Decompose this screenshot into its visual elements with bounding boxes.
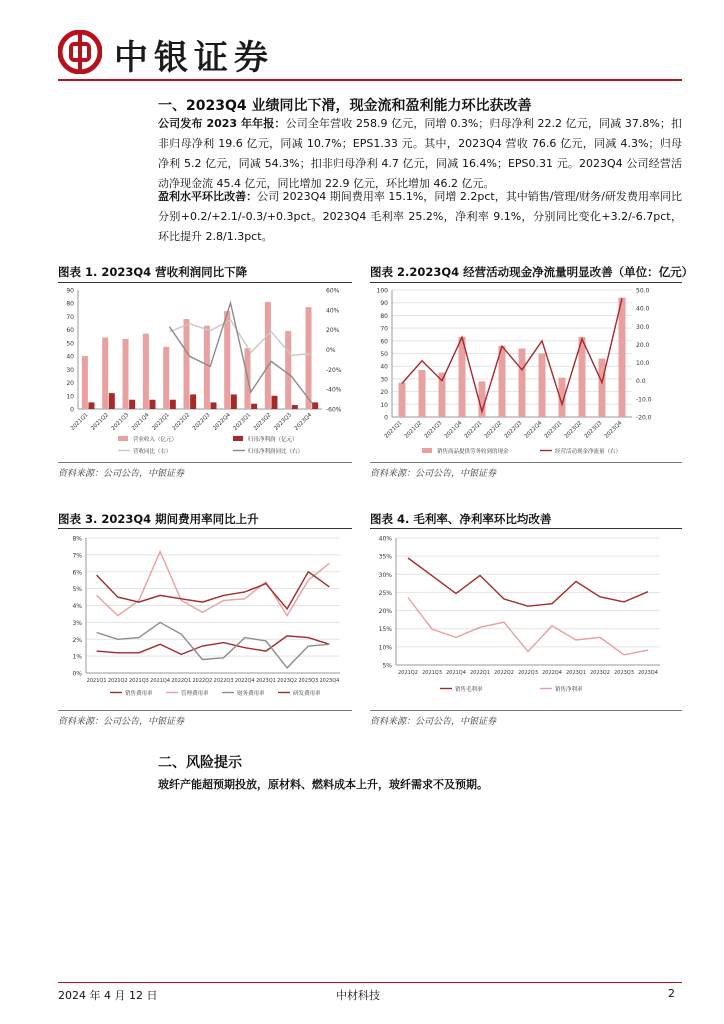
y-tick-label: 20 bbox=[380, 389, 388, 397]
bar bbox=[129, 400, 135, 409]
section2-title: 二、风险提示 bbox=[158, 755, 242, 771]
bar bbox=[285, 331, 291, 409]
x-tick-label: 2021Q1 bbox=[69, 412, 90, 432]
x-tick-label: 2022Q2 bbox=[171, 412, 192, 432]
section1-title: 一、2023Q4 业绩同比下滑，现金流和盈利能力环比获改善 bbox=[158, 98, 532, 114]
y2-tick-label: 0.0 bbox=[636, 378, 646, 386]
x-tick-label: 2021Q3 bbox=[110, 412, 131, 432]
y-tick-label: 1% bbox=[72, 653, 82, 661]
bar bbox=[312, 402, 318, 409]
bar bbox=[82, 356, 88, 409]
x-tick-label: 2021Q3 bbox=[423, 420, 444, 440]
bar bbox=[143, 334, 149, 409]
risk-text: 玻纤产能超预期投放，原材料、燃料成本上升，玻纤需求不及预期。 bbox=[158, 778, 488, 791]
bar bbox=[204, 326, 210, 409]
paragraph-text: 公司全年营收 258.9 亿元，同增 0.3%；归母净利 22.2 亿元，同减 37.8%；扣非归母净利 19.6 亿元，同减 10.7%；EPS1.33 元。其中，2023Q4 营收 76.6 亿元，同减 4.3%；归母净利 5.2 亿元，同减 54.3%；扣非归母净利 4.7 亿元，同减 16.4%；EPS0.31 元。2023Q4 公司经营活动净现金流 45.4 亿元，同比增加 22.9 亿元，环比增加 46.2 亿元。 bbox=[158, 117, 682, 190]
bar bbox=[109, 393, 115, 409]
x-tick-label: 2023Q1 bbox=[232, 412, 253, 432]
x-tick-label: 2023Q4 bbox=[319, 678, 340, 684]
y-tick-label: 20% bbox=[378, 608, 392, 616]
y-tick-label: 10 bbox=[66, 393, 74, 401]
y-tick-label: 10 bbox=[380, 401, 388, 409]
y-tick-label: 40 bbox=[66, 353, 74, 361]
legend-swatch bbox=[118, 436, 128, 441]
footer-date: 2024 年 4 月 12 日 bbox=[58, 989, 158, 1002]
figure3-top-rule bbox=[58, 528, 352, 529]
y-tick-label: 30 bbox=[66, 366, 74, 374]
y-tick-label: 90 bbox=[380, 300, 388, 308]
bar bbox=[163, 347, 169, 409]
y-tick-label: 30 bbox=[380, 376, 388, 384]
x-tick-label: 2021Q4 bbox=[446, 670, 466, 676]
figure2-bottom-rule bbox=[370, 462, 682, 463]
x-tick-label: 2022Q1 bbox=[463, 420, 484, 440]
series-line bbox=[408, 558, 648, 606]
bar bbox=[102, 338, 108, 409]
x-tick-label: 2023Q1 bbox=[543, 420, 564, 440]
y-tick-label: 5% bbox=[72, 586, 82, 594]
x-tick-label: 2023Q2 bbox=[590, 670, 610, 676]
y-tick-label: 3% bbox=[72, 619, 82, 627]
legend-label: 经营活动现金净流量（右） bbox=[555, 449, 622, 455]
y2-tick-label: 50.0 bbox=[636, 287, 650, 295]
x-tick-label: 2021Q4 bbox=[130, 412, 151, 432]
x-tick-label: 2023Q2 bbox=[563, 420, 584, 440]
x-tick-label: 2023Q3 bbox=[298, 678, 319, 684]
y2-tick-label: -40% bbox=[326, 386, 342, 394]
x-tick-label: 2021Q4 bbox=[443, 420, 464, 440]
footer-divider bbox=[58, 982, 682, 983]
y2-tick-label: -20% bbox=[326, 366, 342, 374]
x-tick-label: 2021Q2 bbox=[403, 420, 424, 440]
x-tick-label: 2023Q2 bbox=[252, 412, 273, 432]
y-tick-label: 15% bbox=[378, 626, 392, 634]
header-divider bbox=[58, 79, 682, 81]
y-tick-label: 2% bbox=[72, 636, 82, 644]
legend-label: 销售费用率 bbox=[125, 691, 153, 697]
y2-tick-label: 10.0 bbox=[636, 360, 650, 368]
legend-label: 销售商品提供劳务收到的现金 bbox=[437, 449, 509, 455]
x-tick-label: 2021Q1 bbox=[86, 678, 107, 684]
y-tick-label: 7% bbox=[72, 552, 82, 560]
bar bbox=[224, 311, 230, 409]
y-tick-label: 5% bbox=[382, 662, 392, 670]
figure4-bottom-rule bbox=[370, 710, 682, 711]
bank-logo-icon bbox=[58, 30, 102, 74]
paragraph-profitability bbox=[158, 187, 682, 247]
figure2-source: 资料来源：公司公告，中银证券 bbox=[370, 469, 497, 479]
x-tick-label: 2022Q3 bbox=[503, 420, 524, 440]
legend-swatch bbox=[422, 448, 432, 453]
y-tick-label: 30% bbox=[378, 571, 392, 579]
x-tick-label: 2021Q3 bbox=[128, 678, 149, 684]
x-tick-label: 2022Q4 bbox=[542, 670, 562, 676]
bar bbox=[210, 402, 216, 409]
paragraph-label: 公司发布 2023 年年报： bbox=[158, 117, 286, 130]
bar bbox=[123, 339, 129, 409]
bar bbox=[619, 298, 626, 417]
x-tick-label: 2021Q2 bbox=[107, 678, 128, 684]
x-tick-label: 2022Q3 bbox=[518, 670, 538, 676]
x-tick-label: 2022Q4 bbox=[212, 412, 232, 432]
y-tick-label: 80 bbox=[380, 312, 388, 320]
bar bbox=[184, 319, 190, 409]
legend-label: 营收同比（右） bbox=[133, 449, 172, 455]
y2-tick-label: 40% bbox=[326, 307, 340, 315]
x-tick-label: 2022Q4 bbox=[234, 678, 255, 684]
brand-name: 中银证券 bbox=[114, 38, 274, 78]
bar bbox=[519, 348, 526, 417]
figure1-top-rule bbox=[58, 282, 352, 283]
y-tick-label: 60 bbox=[66, 327, 74, 335]
y-tick-label: 25% bbox=[378, 589, 392, 597]
x-tick-label: 2022Q3 bbox=[213, 678, 234, 684]
y2-tick-label: 20% bbox=[326, 327, 340, 335]
y-tick-label: 10% bbox=[378, 644, 392, 652]
figure1-title: 图表 1. 2023Q4 营收利润同比下降 bbox=[58, 265, 248, 279]
bar bbox=[399, 383, 406, 417]
bar bbox=[292, 405, 298, 409]
y-tick-label: 0% bbox=[72, 670, 82, 678]
bar bbox=[251, 404, 257, 409]
x-tick-label: 2022Q4 bbox=[523, 420, 544, 440]
figure3-bottom-rule bbox=[58, 710, 352, 711]
x-tick-label: 2021Q4 bbox=[150, 678, 171, 684]
chart-margins bbox=[370, 530, 682, 708]
figure1-source: 资料来源：公司公告，中银证券 bbox=[58, 469, 185, 479]
chart-operating-cashflow bbox=[370, 284, 682, 460]
y-tick-label: 0 bbox=[70, 406, 74, 414]
chart-expense-ratios bbox=[58, 530, 352, 708]
x-tick-label: 2023Q1 bbox=[566, 670, 586, 676]
figure3-title: 图表 3. 2023Q4 期间费用率同比上升 bbox=[58, 512, 259, 526]
bar bbox=[419, 370, 426, 417]
x-tick-label: 2023Q4 bbox=[638, 670, 658, 676]
y2-tick-label: -10.0 bbox=[636, 396, 652, 404]
x-tick-label: 2023Q3 bbox=[273, 412, 293, 432]
figure2-top-rule bbox=[370, 282, 682, 283]
y2-tick-label: 30.0 bbox=[636, 323, 650, 331]
bar bbox=[599, 359, 606, 417]
y-tick-label: 80 bbox=[66, 300, 74, 308]
paragraph-annual-report bbox=[158, 114, 682, 194]
bar bbox=[306, 307, 312, 409]
y-tick-label: 4% bbox=[72, 603, 82, 610]
y-tick-label: 6% bbox=[72, 569, 82, 577]
chart-revenue-profit bbox=[58, 284, 352, 460]
bar bbox=[231, 394, 237, 409]
x-tick-label: 2023Q2 bbox=[277, 678, 298, 684]
x-tick-label: 2022Q1 bbox=[151, 412, 171, 432]
x-tick-label: 2022Q2 bbox=[483, 420, 504, 440]
legend-swatch bbox=[233, 436, 243, 441]
bar bbox=[190, 394, 196, 409]
y-tick-label: 20 bbox=[66, 380, 74, 388]
y-tick-label: 100 bbox=[376, 287, 388, 295]
y-tick-label: 40 bbox=[380, 363, 388, 371]
figure1-bottom-rule bbox=[58, 462, 352, 463]
y-tick-label: 0 bbox=[384, 414, 388, 422]
y-tick-label: 70 bbox=[66, 313, 74, 321]
footer-company: 中材科技 bbox=[336, 989, 380, 1002]
x-tick-label: 2023Q4 bbox=[293, 412, 314, 432]
x-tick-label: 2022Q2 bbox=[192, 678, 213, 684]
x-tick-label: 2023Q1 bbox=[255, 678, 276, 684]
x-tick-label: 2023Q4 bbox=[603, 420, 624, 440]
series-line bbox=[97, 622, 330, 668]
figure3-source: 资料来源：公司公告，中银证券 bbox=[58, 717, 185, 727]
bar bbox=[170, 400, 176, 409]
y2-tick-label: 60% bbox=[326, 287, 340, 295]
bar bbox=[149, 400, 155, 409]
y-tick-label: 90 bbox=[66, 287, 74, 295]
y2-tick-label: -60% bbox=[326, 406, 342, 414]
legend-label: 财务费用率 bbox=[237, 691, 265, 697]
y-tick-label: 70 bbox=[380, 325, 388, 333]
bar bbox=[265, 302, 271, 409]
figure4-source: 资料来源：公司公告，中银证券 bbox=[370, 717, 497, 727]
figure4-title: 图表 4. 毛利率、净利率环比均改善 bbox=[370, 512, 552, 526]
y-tick-label: 50 bbox=[66, 340, 74, 348]
x-tick-label: 2021Q1 bbox=[383, 420, 404, 440]
x-tick-label: 2022Q1 bbox=[171, 678, 192, 684]
y-tick-label: 50 bbox=[380, 351, 388, 358]
legend-label: 归母净利润同比（右） bbox=[248, 449, 304, 455]
legend-label: 管理费用率 bbox=[181, 691, 209, 697]
y-tick-label: 8% bbox=[72, 535, 82, 543]
x-tick-label: 2022Q2 bbox=[494, 670, 514, 676]
y-tick-label: 40% bbox=[378, 535, 392, 543]
legend-label: 营业收入（亿元） bbox=[133, 437, 178, 443]
x-tick-label: 2021Q2 bbox=[90, 412, 110, 432]
x-tick-label: 2023Q3 bbox=[614, 670, 634, 676]
x-tick-label: 2022Q1 bbox=[470, 670, 490, 676]
x-tick-label: 2021Q3 bbox=[422, 670, 442, 676]
paragraph-text: 公司 2023Q4 期间费用率 15.1%，同增 2.2pct，其中销售/管理/财务/研发费用率同比分别+0.2/+2.1/-0.3/+0.3pct。2023Q4 毛利率 25.2%，净利率 9.1%，分别同比变化+3.2/-6.7pct，环比提升 2.8/1.3pct。 bbox=[158, 190, 683, 243]
y2-tick-label: 20.0 bbox=[636, 341, 650, 349]
y2-tick-label: 0% bbox=[326, 347, 336, 354]
bar bbox=[88, 402, 94, 409]
x-tick-label: 2022Q3 bbox=[191, 412, 212, 432]
legend-label: 销售毛利率 bbox=[455, 687, 483, 693]
bar bbox=[271, 396, 277, 409]
legend-label: 归母净利润（亿元） bbox=[248, 437, 298, 443]
footer-page-number: 2 bbox=[668, 987, 675, 1000]
figure4-top-rule bbox=[370, 528, 682, 529]
y-tick-label: 35% bbox=[378, 553, 392, 561]
y-tick-label: 60 bbox=[380, 338, 388, 346]
header bbox=[58, 22, 678, 82]
x-tick-label: 2023Q3 bbox=[583, 420, 604, 440]
figure2-title: 图表 2.2023Q4 经营活动现金净流量明显改善（单位：亿元） bbox=[370, 265, 694, 279]
legend-label: 销售净利率 bbox=[555, 687, 583, 693]
y2-tick-label: -20.0 bbox=[636, 414, 652, 422]
paragraph-label: 盈利水平环比改善： bbox=[158, 190, 258, 203]
y2-tick-label: 40.0 bbox=[636, 305, 650, 313]
bar bbox=[539, 354, 546, 418]
legend-label: 研发费用率 bbox=[293, 691, 321, 697]
x-tick-label: 2021Q2 bbox=[398, 670, 418, 676]
